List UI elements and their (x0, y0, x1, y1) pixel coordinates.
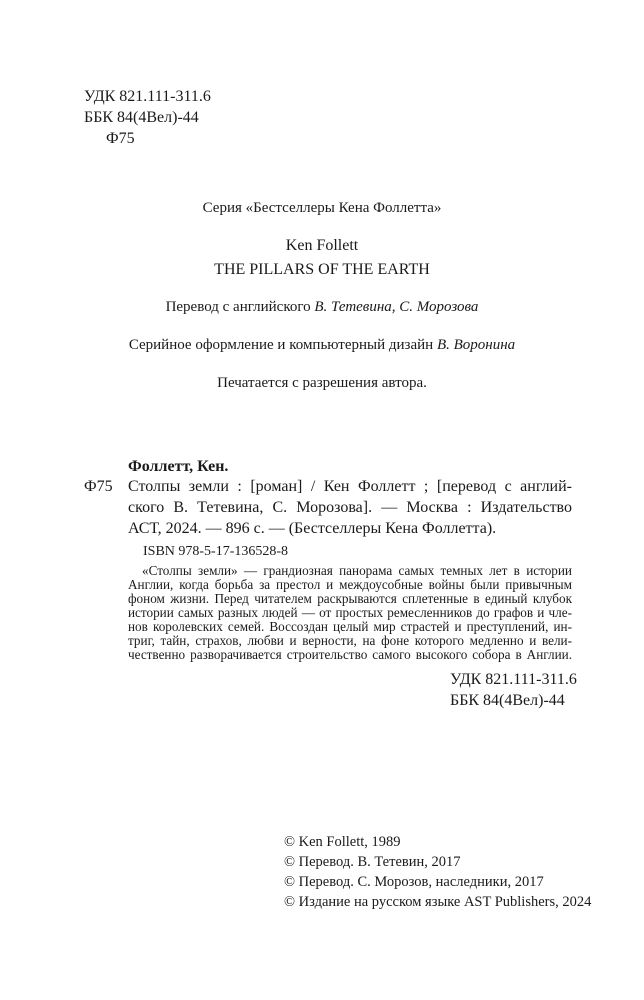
annotation-line: «Столпы земли» — грандиозная панорама самых темных лет в истории (142, 563, 572, 578)
annotation-line: истории самых разных людей — от простых ремесленников до графов и чле- (128, 605, 572, 620)
catalog-line: Столпы земли : [роман] / Кен Фоллетт ; [перевод с англий- (128, 478, 572, 495)
copyright-line: © Перевод. С. Морозов, наследники, 2017 (284, 874, 544, 890)
designer-name: В. Воронина (436, 337, 516, 353)
author-mark: Ф75 (106, 130, 135, 147)
copyright-line: © Перевод. В. Тетевин, 2017 (284, 854, 461, 870)
permission-note: Печатается с разрешения автора. (217, 375, 427, 391)
copyright-line: © Издание на русском языке AST Publishers, 2024 (284, 894, 592, 910)
original-title: THE PILLARS OF THE EARTH (214, 261, 430, 278)
catalog-bbk: ББК 84(4Вел)-44 (450, 692, 565, 709)
design-prefix: Серийное оформление и компьютерный дизайн (128, 337, 437, 353)
isbn: ISBN 978-5-17-136528-8 (143, 544, 289, 559)
author-heading-text: Фоллетт, Кен. (128, 458, 229, 475)
design-credit (0, 335, 644, 355)
catalog-line: ского В. Тетевина, С. Морозова]. — Москва : Издательство (128, 499, 572, 516)
original-author: Ken Follett (285, 237, 359, 254)
translator-names: В. Тетевина, С. Морозова (314, 299, 479, 315)
copyright-line: © Ken Follett, 1989 (284, 834, 401, 850)
annotation-line: триг, тайн, страхов, любви и верности, на фоне которого медленно и вели- (128, 633, 572, 648)
series-line: Серия «Бестселлеры Кена Фоллетта» (202, 200, 442, 216)
bbk-code: ББК 84(4Вел)-44 (84, 109, 199, 126)
translation-prefix: Перевод с английского (165, 299, 315, 315)
catalog-author-heading (128, 457, 228, 477)
udk-code: УДК 821.111-311.6 (84, 88, 211, 105)
catalog-udk: УДК 821.111-311.6 (450, 671, 577, 688)
catalog-mark: Ф75 (84, 478, 113, 495)
translation-credit (0, 297, 644, 317)
annotation-line: Англии, когда борьба за престол и междоусобные войны были привычным (128, 577, 572, 592)
catalog-line: АСТ, 2024. — 896 с. — (Бестселлеры Кена Фоллетта). (128, 520, 497, 537)
annotation-line: чественно разворачивается строительство самого высокого собора в Англии. (128, 647, 572, 662)
annotation-line: фоном жизни. Перед читателем раскрываются сплетенные в единый клубок (128, 591, 572, 606)
annotation-line: нов королевских семей. Воссоздан целый мир страстей и преступлений, ин- (128, 619, 572, 634)
